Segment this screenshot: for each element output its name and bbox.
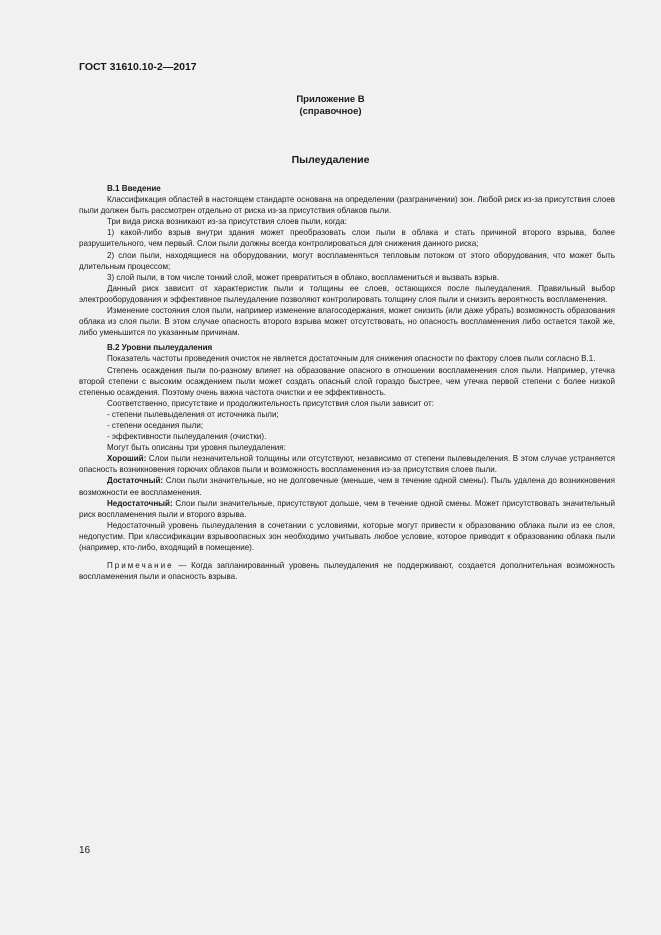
appendix-heading (0, 94, 661, 118)
paragraph: Три вида риска возникают из-за присутствия слоев пыли, когда: (107, 217, 347, 227)
note-text: — Когда запланированный уровень пылеудаления не поддерживают, создается дополнительная возможность воспламенения пыли и опасность взрыва. (79, 561, 615, 582)
paragraph: 3) слой пыли, в том числе тонкий слой, может превратиться в облако, воспламениться и вызвать взрыв. (107, 272, 499, 282)
appendix-label: Приложение В (296, 94, 365, 105)
note (79, 560, 615, 582)
note-label: Примечание (107, 561, 174, 571)
level-term: Достаточный: (107, 476, 164, 486)
paragraph: Изменение состояния слоя пыли, например изменение влагосодержания, может снизить (или даже убрать) возможность образования облака из слоя пыли. В этом случае опасность второго взрыва может отсутствовать, но опасность воспламенения либо остается такой же, либо уменьшится по указанным причинам. (79, 306, 615, 338)
section-heading-levels: В.2 Уровни пылеудаления (107, 343, 213, 353)
list-item: - степени пылевыделения от источника пыли; (107, 409, 279, 419)
level-term: Хороший: (107, 454, 147, 464)
appendix-note: (справочное) (299, 106, 362, 117)
level-sufficient (79, 475, 615, 497)
paragraph: Степень осаждения пыли по-разному влияет на образование опасного в отношении воспламенения слоя пыли. Например, утечка второй степени с высоким осаждением пыли может создать опасный слой гораздо быстрее, чем утечка первой степени с более низкой степенью осаждения. Поэтому очень важна частота очистки и ее эффективность. (79, 365, 615, 397)
level-text: Слои пыли значительные, присутствуют дольше, чем в течение одной смены. Может присутствовать значительный риск воспламенения пыли и второго взрыва. (79, 498, 615, 519)
paragraph: Данный риск зависит от характеристик пыли и толщины ее слоев, остающихся после пылеудаления. Правильный выбор электрооборудования и эффективное пылеудаление позволяют контролировать толщину слоя пыли и снизить вероятность воспламенения. (79, 283, 615, 304)
page-title: Пылеудаление (291, 154, 370, 166)
paragraph: Соответственно, присутствие и продолжительность присутствия слоя пыли зависит от: (107, 398, 434, 408)
paragraph: Классификация областей в настоящем стандарте основана на определении (разграничении) зон. Любой риск из-за присутствия слоев пыли должен быть рассмотрен отдельно от риска из-за присутствия облаков пыли. (79, 195, 615, 216)
page-number: 16 (79, 845, 91, 856)
level-insufficient (79, 498, 615, 520)
document-body (79, 183, 615, 582)
list-item: - степени оседания пыли; (107, 420, 204, 430)
paragraph: Недостаточный уровень пылеудаления в сочетании с условиями, которые могут привести к образованию облака пыли из ее слоя, недопустим. При классификации взрывоопасных зон необходимо учитывать любое условие, которое приводит к образованию облака пыли (например, кто-либо, входящий в помещение). (79, 520, 615, 552)
level-text: Слои пыли незначительной толщины или отсутствуют, независимо от степени пылевыделения. В этом случае устраняется опасность возникновения горючих облаков пыли и возможность воспламенения из-за присутствия слоев пыли. (79, 454, 615, 475)
level-text: Слои пыли значительные, но не долговечные (меньше, чем в течение одной смены). Пыль удалена до возникновения возможности ее воспламенения. (79, 476, 615, 497)
document-header: ГОСТ 31610.10-2—2017 (79, 61, 197, 73)
level-good (79, 453, 615, 475)
paragraph: 2) слои пыли, находящиеся на оборудовании, могут воспламеняться тепловым потоком от этого оборудования, что может быть длительным процессом; (79, 250, 615, 271)
paragraph: 1) какой-либо взрыв внутри здания может преобразовать слои пыли в облака и стать причиной второго взрыва, более разрушительного, чем первый. Слои пыли должны всегда контролироваться для снижения данного риска; (79, 228, 615, 249)
list-item: - эффективности пылеудаления (очистки). (107, 432, 267, 442)
section-heading-introduction: В.1 Введение (107, 184, 161, 193)
paragraph: Показатель частоты проведения очисток не является достаточным для снижения опасности по фактору слоев пыли согласно В.1. (107, 354, 596, 364)
paragraph: Могут быть описаны три уровня пылеудаления: (107, 443, 286, 453)
level-term: Недостаточный: (107, 498, 173, 508)
